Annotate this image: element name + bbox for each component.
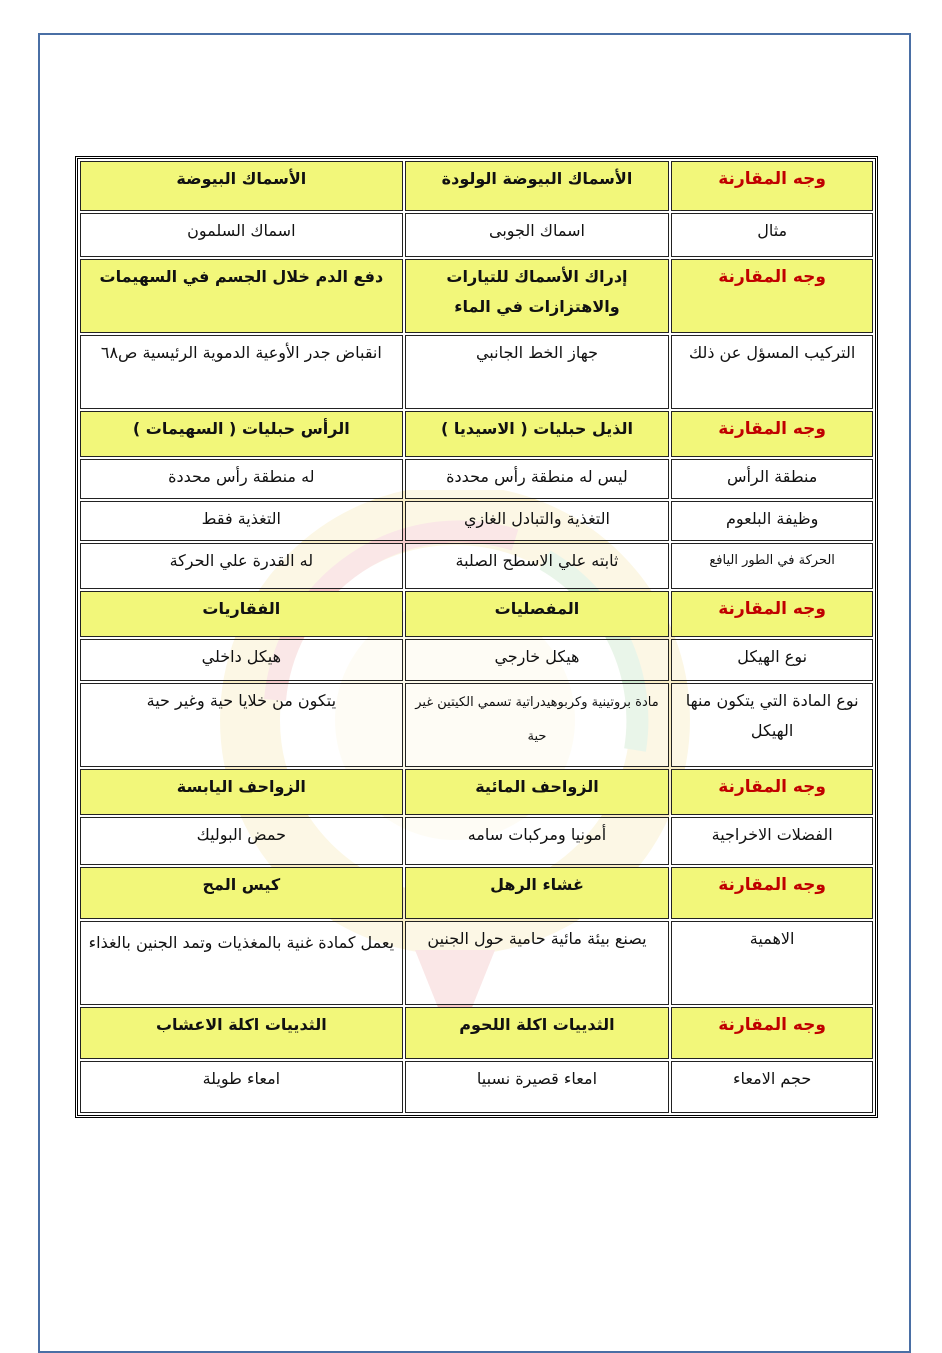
table-row <box>80 213 873 257</box>
header-facet: وجه المقارنة <box>671 867 873 919</box>
row-facet: الحركة في الطور اليافع <box>671 543 873 589</box>
cell-col-a: اسماك الجوبى <box>405 213 670 257</box>
table-header-row <box>80 411 873 457</box>
header-facet: وجه المقارنة <box>671 411 873 457</box>
header-col-a: الأسماك البيوضة الولودة <box>405 161 670 211</box>
row-facet: مثال <box>671 213 873 257</box>
cell-col-b: له منطقة رأس محددة <box>80 459 403 499</box>
cell-col-b: هيكل داخلي <box>80 639 403 681</box>
table-header-row <box>80 161 873 211</box>
header-col-a: الزواحف المائية <box>405 769 670 815</box>
cell-col-b: يعمل كمادة غنية بالمغذيات وتمد الجنين بالغذاء <box>80 921 403 1005</box>
table-row <box>80 543 873 589</box>
table-row <box>80 639 873 681</box>
header-col-b: الأسماك البيوضة <box>80 161 403 211</box>
header-col-a: إدراك الأسماك للتيارات والاهتزازات في الماء <box>405 259 670 333</box>
row-facet: الفضلات الاخراجية <box>671 817 873 865</box>
header-facet: وجه المقارنة <box>671 1007 873 1059</box>
cell-col-a: مادة بروتينية وكربوهيدراتية تسمي الكيتين غير حية <box>405 683 670 767</box>
cell-col-a: يصنع بيئة مائية حامية حول الجنين <box>405 921 670 1005</box>
cell-col-b: حمض البوليك <box>80 817 403 865</box>
table-header-row <box>80 591 873 637</box>
header-col-b: الفقاريات <box>80 591 403 637</box>
comparison-table <box>78 159 875 1115</box>
cell-col-b: التغذية فقط <box>80 501 403 541</box>
cell-col-a: ليس له منطقة رأس محددة <box>405 459 670 499</box>
row-facet: وظيفة البلعوم <box>671 501 873 541</box>
cell-col-a: التغذية والتبادل الغازي <box>405 501 670 541</box>
comparison-table-frame <box>75 156 878 1118</box>
cell-col-b: انقباض جدر الأوعية الدموية الرئيسية ص٦٨ <box>80 335 403 409</box>
table-header-row <box>80 1007 873 1059</box>
table-row <box>80 501 873 541</box>
cell-col-a: هيكل خارجي <box>405 639 670 681</box>
header-col-b: الثدييات اكلة الاعشاب <box>80 1007 403 1059</box>
row-facet: التركيب المسؤل عن ذلك <box>671 335 873 409</box>
header-facet: وجه المقارنة <box>671 591 873 637</box>
header-facet: وجه المقارنة <box>671 769 873 815</box>
header-facet: وجه المقارنة <box>671 161 873 211</box>
row-facet: الاهمية <box>671 921 873 1005</box>
table-row <box>80 683 873 767</box>
header-col-a: الثدييات اكلة اللحوم <box>405 1007 670 1059</box>
table-row <box>80 335 873 409</box>
header-col-b: الزواحف اليابسة <box>80 769 403 815</box>
row-facet: نوع المادة التي يتكون منها الهيكل <box>671 683 873 767</box>
row-facet: حجم الامعاء <box>671 1061 873 1113</box>
header-col-b: كيس المح <box>80 867 403 919</box>
table-header-row <box>80 769 873 815</box>
cell-col-b: يتكون من خلايا حية وغير حية <box>80 683 403 767</box>
header-col-a: الذيل حبليات ( الاسيديا ) <box>405 411 670 457</box>
table-row <box>80 459 873 499</box>
header-col-a: غشاء الرهل <box>405 867 670 919</box>
header-col-b: الرأس حبليات ( السهيمات ) <box>80 411 403 457</box>
header-col-b: دفع الدم خلال الجسم في السهيمات <box>80 259 403 333</box>
header-facet: وجه المقارنة <box>671 259 873 333</box>
cell-col-b: امعاء طويلة <box>80 1061 403 1113</box>
cell-col-b: له القدرة علي الحركة <box>80 543 403 589</box>
cell-col-a: امعاء قصيرة نسبيا <box>405 1061 670 1113</box>
table-row <box>80 1061 873 1113</box>
cell-col-a: ثابته علي الاسطح الصلبة <box>405 543 670 589</box>
row-facet: نوع الهيكل <box>671 639 873 681</box>
table-header-row <box>80 867 873 919</box>
table-row <box>80 817 873 865</box>
table-header-row <box>80 259 873 333</box>
row-facet: منطقة الرأس <box>671 459 873 499</box>
table-row <box>80 921 873 1005</box>
cell-col-a: جهاز الخط الجانبي <box>405 335 670 409</box>
cell-col-a: أمونيا ومركبات سامه <box>405 817 670 865</box>
cell-col-b: اسماك السلمون <box>80 213 403 257</box>
header-col-a: المفصليات <box>405 591 670 637</box>
